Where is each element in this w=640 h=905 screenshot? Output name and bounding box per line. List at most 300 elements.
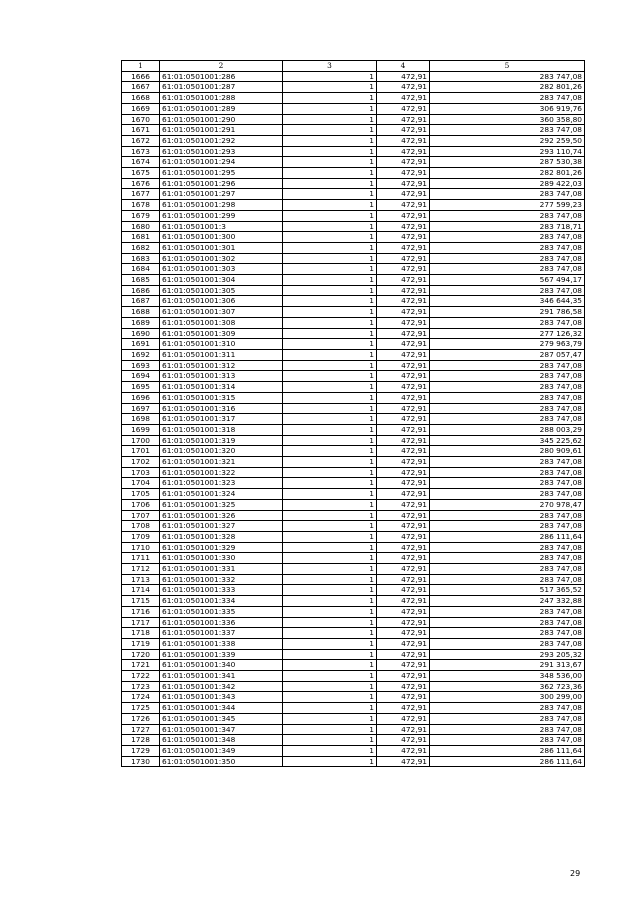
value-cell: 283 747,08 (430, 489, 585, 500)
value-cell: 291 786,58 (430, 307, 585, 318)
quantity-cell: 1 (283, 71, 377, 82)
value-cell: 360 358,80 (430, 114, 585, 125)
quantity-cell: 1 (283, 510, 377, 521)
cadastral-number-cell: 61:01:0501001:301 (160, 242, 283, 253)
area-cell: 472,91 (377, 521, 430, 532)
area-cell: 472,91 (377, 264, 430, 275)
cadastral-number-cell: 61:01:0501001:318 (160, 424, 283, 435)
cadastral-number-cell: 61:01:0501001:299 (160, 210, 283, 221)
area-cell: 472,91 (377, 242, 430, 253)
quantity-cell: 1 (283, 146, 377, 157)
cadastral-number-cell: 61:01:0501001:330 (160, 553, 283, 564)
quantity-cell: 1 (283, 628, 377, 639)
table-row (122, 553, 585, 564)
quantity-cell: 1 (283, 703, 377, 714)
row-number-cell: 1669 (122, 103, 160, 114)
cadastral-number-cell: 61:01:0501001:305 (160, 285, 283, 296)
value-cell: 283 747,08 (430, 232, 585, 243)
cadastral-number-cell: 61:01:0501001:333 (160, 585, 283, 596)
area-cell: 472,91 (377, 435, 430, 446)
row-number-cell: 1705 (122, 489, 160, 500)
row-number-cell: 1711 (122, 553, 160, 564)
cadastral-number-cell: 61:01:0501001:324 (160, 489, 283, 500)
quantity-cell: 1 (283, 435, 377, 446)
area-cell: 472,91 (377, 328, 430, 339)
cadastral-number-cell: 61:01:0501001:302 (160, 253, 283, 264)
quantity-cell: 1 (283, 521, 377, 532)
quantity-cell: 1 (283, 638, 377, 649)
cadastral-number-cell: 61:01:0501001:329 (160, 542, 283, 553)
area-cell: 472,91 (377, 189, 430, 200)
table-row (122, 296, 585, 307)
row-number-cell: 1678 (122, 200, 160, 211)
row-number-cell: 1728 (122, 735, 160, 746)
row-number-cell: 1708 (122, 521, 160, 532)
cadastral-number-cell: 61:01:0501001:312 (160, 360, 283, 371)
table-row (122, 178, 585, 189)
table-row (122, 681, 585, 692)
cadastral-number-cell: 61:01:0501001:322 (160, 467, 283, 478)
quantity-cell: 1 (283, 210, 377, 221)
area-cell: 472,91 (377, 146, 430, 157)
table-row (122, 531, 585, 542)
row-number-cell: 1710 (122, 542, 160, 553)
quantity-cell: 1 (283, 360, 377, 371)
row-number-cell: 1697 (122, 403, 160, 414)
area-cell: 472,91 (377, 574, 430, 585)
area-cell: 472,91 (377, 746, 430, 757)
row-number-cell: 1670 (122, 114, 160, 125)
table-row (122, 467, 585, 478)
area-cell: 472,91 (377, 606, 430, 617)
cadastral-number-cell: 61:01:0501001:288 (160, 93, 283, 104)
row-number-cell: 1709 (122, 531, 160, 542)
value-cell: 283 747,08 (430, 628, 585, 639)
cadastral-number-cell: 61:01:0501001:342 (160, 681, 283, 692)
quantity-cell: 1 (283, 660, 377, 671)
value-cell: 283 747,08 (430, 317, 585, 328)
table-row (122, 628, 585, 639)
row-number-cell: 1698 (122, 414, 160, 425)
quantity-cell: 1 (283, 339, 377, 350)
cadastral-number-cell: 61:01:0501001:292 (160, 135, 283, 146)
area-cell: 472,91 (377, 414, 430, 425)
table-row (122, 446, 585, 457)
value-cell: 283 747,08 (430, 285, 585, 296)
row-number-cell: 1704 (122, 478, 160, 489)
table-row (122, 307, 585, 318)
area-cell: 472,91 (377, 382, 430, 393)
area-cell: 472,91 (377, 125, 430, 136)
table-body (122, 71, 585, 767)
quantity-cell: 1 (283, 414, 377, 425)
row-number-cell: 1719 (122, 638, 160, 649)
quantity-cell: 1 (283, 478, 377, 489)
quantity-cell: 1 (283, 713, 377, 724)
table-row (122, 713, 585, 724)
value-cell: 286 111,64 (430, 531, 585, 542)
table-row (122, 275, 585, 286)
cadastral-number-cell: 61:01:0501001:314 (160, 382, 283, 393)
table-row (122, 242, 585, 253)
cadastral-number-cell: 61:01:0501001:289 (160, 103, 283, 114)
table-row (122, 168, 585, 179)
area-cell: 472,91 (377, 596, 430, 607)
value-cell: 282 801,26 (430, 82, 585, 93)
row-number-cell: 1677 (122, 189, 160, 200)
table-row (122, 157, 585, 168)
value-cell: 292 259,50 (430, 135, 585, 146)
quantity-cell: 1 (283, 296, 377, 307)
area-cell: 472,91 (377, 681, 430, 692)
area-cell: 472,91 (377, 71, 430, 82)
value-cell: 286 111,64 (430, 756, 585, 767)
value-cell: 283 747,08 (430, 71, 585, 82)
value-cell: 279 963,79 (430, 339, 585, 350)
cadastral-number-cell: 61:01:0501001:334 (160, 596, 283, 607)
quantity-cell: 1 (283, 392, 377, 403)
area-cell: 472,91 (377, 638, 430, 649)
value-cell: 283 747,08 (430, 510, 585, 521)
quantity-cell: 1 (283, 317, 377, 328)
quantity-cell: 1 (283, 382, 377, 393)
cadastral-number-cell: 61:01:0501001:295 (160, 168, 283, 179)
row-number-cell: 1683 (122, 253, 160, 264)
quantity-cell: 1 (283, 692, 377, 703)
quantity-cell: 1 (283, 82, 377, 93)
table-row (122, 499, 585, 510)
row-number-cell: 1701 (122, 446, 160, 457)
cadastral-number-cell: 61:01:0501001:319 (160, 435, 283, 446)
area-cell: 472,91 (377, 692, 430, 703)
value-cell: 289 422,03 (430, 178, 585, 189)
row-number-cell: 1725 (122, 703, 160, 714)
cadastral-number-cell: 61:01:0501001:339 (160, 649, 283, 660)
quantity-cell: 1 (283, 531, 377, 542)
row-number-cell: 1703 (122, 467, 160, 478)
area-cell: 472,91 (377, 724, 430, 735)
value-cell: 283 747,08 (430, 414, 585, 425)
quantity-cell: 1 (283, 93, 377, 104)
quantity-cell: 1 (283, 178, 377, 189)
quantity-cell: 1 (283, 189, 377, 200)
table-row (122, 703, 585, 714)
value-cell: 283 747,08 (430, 713, 585, 724)
row-number-cell: 1684 (122, 264, 160, 275)
cadastral-number-cell: 61:01:0501001:287 (160, 82, 283, 93)
row-number-cell: 1666 (122, 71, 160, 82)
quantity-cell: 1 (283, 457, 377, 468)
row-number-cell: 1681 (122, 232, 160, 243)
table-row (122, 114, 585, 125)
quantity-cell: 1 (283, 168, 377, 179)
header-col-3: 3 (283, 61, 377, 72)
row-number-cell: 1673 (122, 146, 160, 157)
table-row (122, 339, 585, 350)
area-cell: 472,91 (377, 424, 430, 435)
value-cell: 280 909,61 (430, 446, 585, 457)
row-number-cell: 1689 (122, 317, 160, 328)
cadastral-number-cell: 61:01:0501001:331 (160, 564, 283, 575)
cadastral-number-cell: 61:01:0501001:307 (160, 307, 283, 318)
quantity-cell: 1 (283, 114, 377, 125)
row-number-cell: 1686 (122, 285, 160, 296)
quantity-cell: 1 (283, 617, 377, 628)
cadastral-number-cell: 61:01:0501001:340 (160, 660, 283, 671)
quantity-cell: 1 (283, 349, 377, 360)
table-row (122, 457, 585, 468)
cadastral-number-cell: 61:01:0501001:286 (160, 71, 283, 82)
table-row (122, 82, 585, 93)
cadastral-number-cell: 61:01:0501001:316 (160, 403, 283, 414)
row-number-cell: 1682 (122, 242, 160, 253)
table-row (122, 478, 585, 489)
area-cell: 472,91 (377, 489, 430, 500)
area-cell: 472,91 (377, 617, 430, 628)
value-cell: 283 747,08 (430, 242, 585, 253)
quantity-cell: 1 (283, 307, 377, 318)
quantity-cell: 1 (283, 253, 377, 264)
row-number-cell: 1676 (122, 178, 160, 189)
table-row (122, 414, 585, 425)
quantity-cell: 1 (283, 221, 377, 232)
quantity-cell: 1 (283, 724, 377, 735)
value-cell: 345 225,62 (430, 435, 585, 446)
area-cell: 472,91 (377, 446, 430, 457)
row-number-cell: 1672 (122, 135, 160, 146)
area-cell: 472,91 (377, 542, 430, 553)
cadastral-number-cell: 61:01:0501001:298 (160, 200, 283, 211)
cadastral-number-cell: 61:01:0501001:328 (160, 531, 283, 542)
area-cell: 472,91 (377, 114, 430, 125)
cadastral-number-cell: 61:01:0501001:315 (160, 392, 283, 403)
area-cell: 472,91 (377, 649, 430, 660)
table-row (122, 210, 585, 221)
row-number-cell: 1687 (122, 296, 160, 307)
quantity-cell: 1 (283, 467, 377, 478)
cadastral-number-cell: 61:01:0501001:303 (160, 264, 283, 275)
row-number-cell: 1714 (122, 585, 160, 596)
value-cell: 293 110,74 (430, 146, 585, 157)
row-number-cell: 1694 (122, 371, 160, 382)
value-cell: 283 747,08 (430, 703, 585, 714)
area-cell: 472,91 (377, 178, 430, 189)
value-cell: 277 599,23 (430, 200, 585, 211)
table-row (122, 328, 585, 339)
table-row (122, 135, 585, 146)
area-cell: 472,91 (377, 360, 430, 371)
quantity-cell: 1 (283, 746, 377, 757)
value-cell: 282 801,26 (430, 168, 585, 179)
row-number-cell: 1707 (122, 510, 160, 521)
value-cell: 346 644,35 (430, 296, 585, 307)
quantity-cell: 1 (283, 200, 377, 211)
row-number-cell: 1712 (122, 564, 160, 575)
row-number-cell: 1699 (122, 424, 160, 435)
quantity-cell: 1 (283, 681, 377, 692)
table-row (122, 724, 585, 735)
value-cell: 300 299,00 (430, 692, 585, 703)
area-cell: 472,91 (377, 103, 430, 114)
table-row (122, 392, 585, 403)
value-cell: 283 747,08 (430, 574, 585, 585)
table-row (122, 424, 585, 435)
cadastral-number-cell: 61:01:0501001:320 (160, 446, 283, 457)
value-cell: 283 747,08 (430, 253, 585, 264)
value-cell: 283 747,08 (430, 724, 585, 735)
cadastral-number-cell: 61:01:0501001:3 (160, 221, 283, 232)
area-cell: 472,91 (377, 467, 430, 478)
row-number-cell: 1688 (122, 307, 160, 318)
table-row (122, 125, 585, 136)
quantity-cell: 1 (283, 242, 377, 253)
quantity-cell: 1 (283, 542, 377, 553)
cadastral-number-cell: 61:01:0501001:290 (160, 114, 283, 125)
quantity-cell: 1 (283, 125, 377, 136)
row-number-cell: 1685 (122, 275, 160, 286)
table-row (122, 746, 585, 757)
quantity-cell: 1 (283, 135, 377, 146)
area-cell: 472,91 (377, 660, 430, 671)
value-cell: 283 747,08 (430, 638, 585, 649)
row-number-cell: 1715 (122, 596, 160, 607)
cadastral-number-cell: 61:01:0501001:341 (160, 671, 283, 682)
quantity-cell: 1 (283, 285, 377, 296)
value-cell: 283 747,08 (430, 735, 585, 746)
quantity-cell: 1 (283, 574, 377, 585)
value-cell: 291 313,67 (430, 660, 585, 671)
quantity-cell: 1 (283, 606, 377, 617)
area-cell: 472,91 (377, 457, 430, 468)
cadastral-number-cell: 61:01:0501001:296 (160, 178, 283, 189)
cadastral-number-cell: 61:01:0501001:321 (160, 457, 283, 468)
row-number-cell: 1667 (122, 82, 160, 93)
cadastral-number-cell: 61:01:0501001:311 (160, 349, 283, 360)
row-number-cell: 1724 (122, 692, 160, 703)
table-row (122, 200, 585, 211)
table-row (122, 735, 585, 746)
table-row (122, 103, 585, 114)
row-number-cell: 1716 (122, 606, 160, 617)
cadastral-number-cell: 61:01:0501001:332 (160, 574, 283, 585)
area-cell: 472,91 (377, 349, 430, 360)
cadastral-number-cell: 61:01:0501001:344 (160, 703, 283, 714)
table-row (122, 671, 585, 682)
table-row (122, 489, 585, 500)
value-cell: 567 494,17 (430, 275, 585, 286)
cadastral-number-cell: 61:01:0501001:291 (160, 125, 283, 136)
value-cell: 348 536,00 (430, 671, 585, 682)
quantity-cell: 1 (283, 649, 377, 660)
table-row (122, 71, 585, 82)
area-cell: 472,91 (377, 553, 430, 564)
value-cell: 283 747,08 (430, 371, 585, 382)
row-number-cell: 1693 (122, 360, 160, 371)
quantity-cell: 1 (283, 553, 377, 564)
value-cell: 283 747,08 (430, 521, 585, 532)
value-cell: 283 747,08 (430, 457, 585, 468)
value-cell: 293 205,32 (430, 649, 585, 660)
table-row (122, 146, 585, 157)
area-cell: 472,91 (377, 339, 430, 350)
cadastral-number-cell: 61:01:0501001:325 (160, 499, 283, 510)
area-cell: 472,91 (377, 232, 430, 243)
row-number-cell: 1690 (122, 328, 160, 339)
table-row (122, 617, 585, 628)
cadastral-number-cell: 61:01:0501001:347 (160, 724, 283, 735)
quantity-cell: 1 (283, 564, 377, 575)
table-row (122, 606, 585, 617)
cadastral-number-cell: 61:01:0501001:293 (160, 146, 283, 157)
cadastral-number-cell: 61:01:0501001:338 (160, 638, 283, 649)
header-col-1: 1 (122, 61, 160, 72)
quantity-cell: 1 (283, 403, 377, 414)
value-cell: 283 747,08 (430, 392, 585, 403)
quantity-cell: 1 (283, 103, 377, 114)
row-number-cell: 1691 (122, 339, 160, 350)
area-cell: 472,91 (377, 285, 430, 296)
table-row (122, 253, 585, 264)
cadastral-number-cell: 61:01:0501001:308 (160, 317, 283, 328)
quantity-cell: 1 (283, 275, 377, 286)
value-cell: 283 747,08 (430, 189, 585, 200)
area-cell: 472,91 (377, 296, 430, 307)
cadastral-number-cell: 61:01:0501001:300 (160, 232, 283, 243)
table-row (122, 221, 585, 232)
area-cell: 472,91 (377, 478, 430, 489)
value-cell: 288 003,29 (430, 424, 585, 435)
row-number-cell: 1720 (122, 649, 160, 660)
cadastral-number-cell: 61:01:0501001:297 (160, 189, 283, 200)
area-cell: 472,91 (377, 671, 430, 682)
table-row (122, 542, 585, 553)
area-cell: 472,91 (377, 200, 430, 211)
row-number-cell: 1668 (122, 93, 160, 104)
table-row (122, 435, 585, 446)
value-cell: 283 747,08 (430, 467, 585, 478)
quantity-cell: 1 (283, 489, 377, 500)
value-cell: 283 747,08 (430, 478, 585, 489)
area-cell: 472,91 (377, 371, 430, 382)
area-cell: 472,91 (377, 392, 430, 403)
row-number-cell: 1671 (122, 125, 160, 136)
quantity-cell: 1 (283, 328, 377, 339)
cadastral-number-cell: 61:01:0501001:309 (160, 328, 283, 339)
table-row (122, 692, 585, 703)
table-row (122, 285, 585, 296)
table-row (122, 649, 585, 660)
header-row (122, 61, 585, 72)
row-number-cell: 1706 (122, 499, 160, 510)
row-number-cell: 1695 (122, 382, 160, 393)
row-number-cell: 1674 (122, 157, 160, 168)
value-cell: 283 747,08 (430, 606, 585, 617)
table-row (122, 382, 585, 393)
area-cell: 472,91 (377, 168, 430, 179)
area-cell: 472,91 (377, 221, 430, 232)
area-cell: 472,91 (377, 93, 430, 104)
row-number-cell: 1713 (122, 574, 160, 585)
cadastral-number-cell: 61:01:0501001:294 (160, 157, 283, 168)
value-cell: 306 919,76 (430, 103, 585, 114)
cadastral-number-cell: 61:01:0501001:304 (160, 275, 283, 286)
cadastral-number-cell: 61:01:0501001:350 (160, 756, 283, 767)
table-row (122, 521, 585, 532)
cadastral-number-cell: 61:01:0501001:337 (160, 628, 283, 639)
value-cell: 283 747,08 (430, 93, 585, 104)
table-row (122, 232, 585, 243)
cadastral-number-cell: 61:01:0501001:326 (160, 510, 283, 521)
